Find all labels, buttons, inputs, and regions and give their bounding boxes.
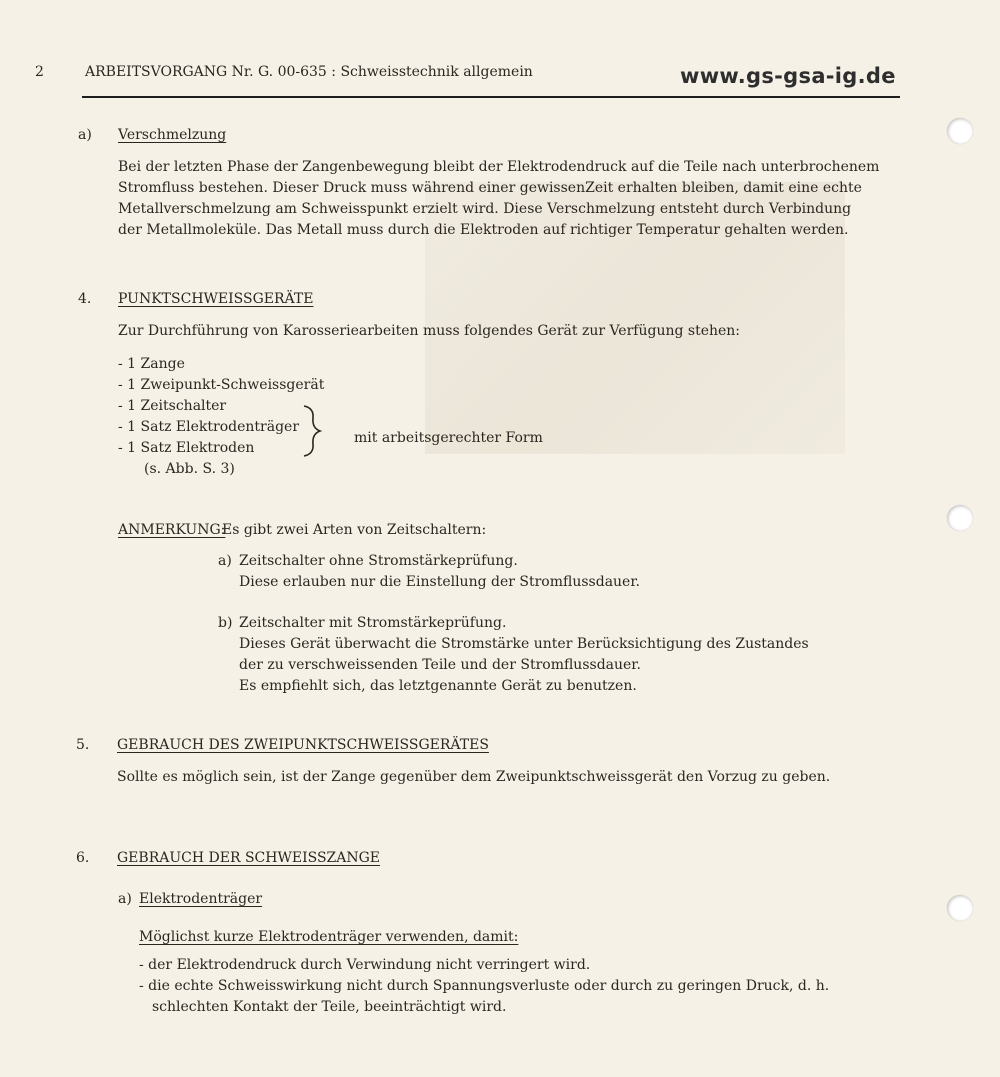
section-a-heading: Verschmelzung <box>118 127 227 143</box>
equipment-item: - 1 Satz Elektrodenträger <box>118 419 300 435</box>
figure-reference: (s. Abb. S. 3) <box>144 461 235 477</box>
option-a-line: Zeitschalter ohne Stromstärkeprüfung. <box>239 553 518 569</box>
section-4-heading: PUNKTSCHWEISSGERÄTE <box>118 291 314 307</box>
website-watermark: www.gs-gsa-ig.de <box>680 64 896 88</box>
option-b-line: Dieses Gerät überwacht die Stromstärke unter Berücksichtigung des Zustandes <box>239 636 809 652</box>
section-6-heading: GEBRAUCH DER SCHWEISSZANGE <box>117 850 381 866</box>
anmerkung-text: Es gibt zwei Arten von Zeitschaltern: <box>222 522 487 538</box>
paragraph-line: Bei der letzten Phase der Zangenbewegung bleibt der Elektrodendruck auf die Teile nach unterbrochenem <box>118 159 880 175</box>
header-rule <box>82 96 900 98</box>
equipment-item: - 1 Zweipunkt-Schweissgerät <box>118 377 325 393</box>
equipment-item: - 1 Zange <box>118 356 185 372</box>
section-5-number: 5. <box>76 737 90 753</box>
subsection-a-marker: a) <box>118 891 132 907</box>
anmerkung-label: ANMERKUNG: <box>118 522 226 538</box>
subsection-intro: Möglichst kurze Elektrodenträger verwenden, damit: <box>139 929 519 945</box>
section-5-text: Sollte es möglich sein, ist der Zange gegenüber dem Zweipunktschweissgerät den Vorzug zu geben. <box>117 769 831 785</box>
document-title: ARBEITSVORGANG Nr. G. 00-635 : Schweisstechnik allgemein <box>85 64 533 80</box>
paragraph-line: Stromfluss bestehen. Dieser Druck muss während einer gewissenZeit erhalten bleiben, damit eine echte <box>118 180 862 196</box>
bullet-line: - der Elektrodendruck durch Verwindung nicht verringert wird. <box>139 957 591 973</box>
equipment-item: - 1 Zeitschalter <box>118 398 227 414</box>
punch-hole <box>947 118 973 144</box>
option-b-line: Es empfiehlt sich, das letztgenannte Gerät zu benutzen. <box>239 678 637 694</box>
equipment-item: - 1 Satz Elektroden <box>118 440 255 456</box>
section-4-intro: Zur Durchführung von Karosseriearbeiten muss folgendes Gerät zur Verfügung stehen: <box>118 323 741 339</box>
paragraph-line: Metallverschmelzung am Schweisspunkt erzielt wird. Diese Verschmelzung entsteht durch Verbindung <box>118 201 852 217</box>
option-b-line: Zeitschalter mit Stromstärkeprüfung. <box>239 615 507 631</box>
section-5-heading: GEBRAUCH DES ZWEIPUNKTSCHWEISSGERÄTES <box>117 737 489 753</box>
bullet-line: schlechten Kontakt der Teile, beeinträchtigt wird. <box>152 999 507 1015</box>
subsection-a-heading: Elektrodenträger <box>139 891 263 907</box>
paragraph-line: der Metallmoleküle. Das Metall muss durch die Elektroden auf richtiger Temperatur gehalten werden. <box>118 222 849 238</box>
bullet-line: - die echte Schweisswirkung nicht durch Spannungsverluste oder durch zu geringen Druck, d. h. <box>139 978 830 994</box>
curly-brace-icon <box>300 404 324 458</box>
option-a-marker: a) <box>218 553 232 569</box>
option-b-line: der zu verschweissenden Teile und der Stromflussdauer. <box>239 657 641 673</box>
section-a-marker: a) <box>78 127 92 143</box>
punch-hole <box>947 505 973 531</box>
page-number: 2 <box>35 64 44 80</box>
section-6-number: 6. <box>76 850 90 866</box>
option-a-line: Diese erlauben nur die Einstellung der Stromflussdauer. <box>239 574 640 590</box>
option-b-marker: b) <box>218 615 233 631</box>
section-4-number: 4. <box>78 291 92 307</box>
punch-hole <box>947 895 973 921</box>
brace-note: mit arbeitsgerechter Form <box>354 430 543 446</box>
